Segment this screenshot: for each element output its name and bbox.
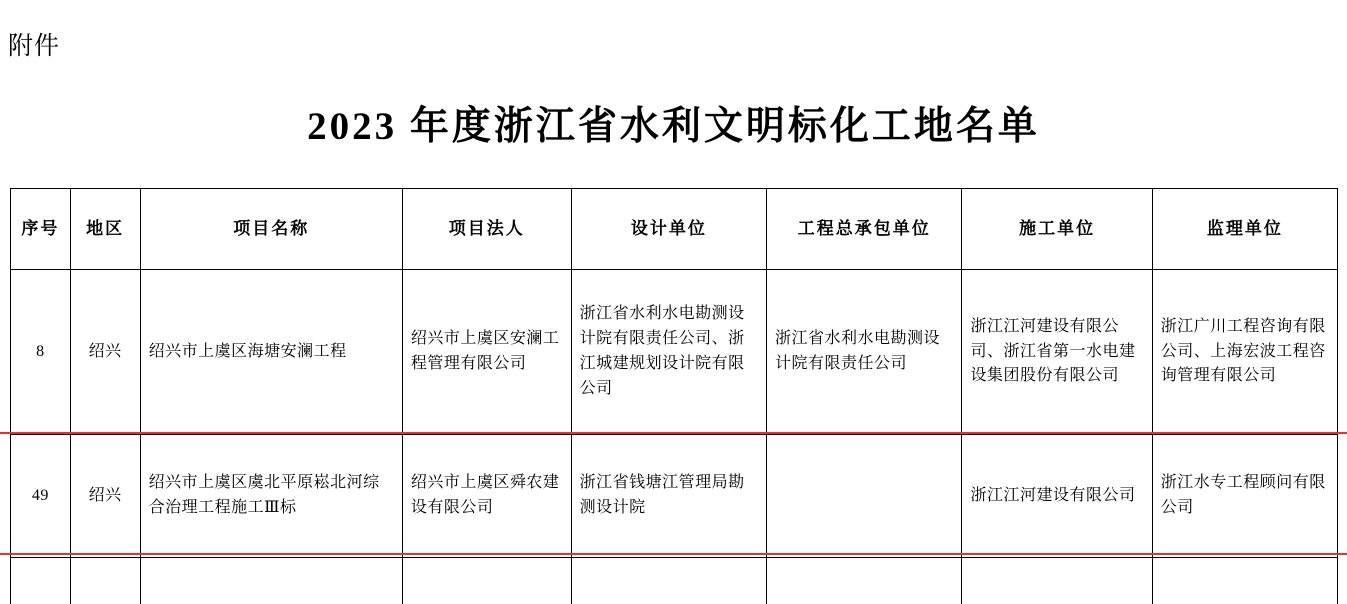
cell-empty bbox=[571, 558, 766, 604]
cell-project-name: 绍兴市上虞区海塘安澜工程 bbox=[140, 270, 402, 435]
table-row bbox=[11, 435, 1338, 558]
table-row-partial bbox=[11, 558, 1338, 604]
cell-legal-entity: 绍兴市上虞区安澜工程管理有限公司 bbox=[402, 270, 571, 435]
column-header-general-contractor: 工程总承包单位 bbox=[767, 189, 962, 270]
column-header-region: 地区 bbox=[70, 189, 140, 270]
cell-empty bbox=[140, 558, 402, 604]
column-header-index: 序号 bbox=[11, 189, 71, 270]
listing-table bbox=[10, 188, 1338, 604]
listing-table-container bbox=[10, 188, 1338, 604]
cell-index: 49 bbox=[11, 435, 71, 558]
cell-index: 8 bbox=[11, 270, 71, 435]
cell-empty bbox=[1152, 558, 1337, 604]
cell-empty bbox=[962, 558, 1152, 604]
column-header-project-name: 项目名称 bbox=[140, 189, 402, 270]
column-header-supervision-unit: 监理单位 bbox=[1152, 189, 1337, 270]
cell-empty bbox=[402, 558, 571, 604]
highlight-line-bottom bbox=[0, 553, 1347, 555]
cell-design-unit: 浙江省钱塘江管理局勘测设计院 bbox=[571, 435, 766, 558]
column-header-legal-entity: 项目法人 bbox=[402, 189, 571, 270]
column-header-construction-unit: 施工单位 bbox=[962, 189, 1152, 270]
table-row bbox=[11, 270, 1338, 435]
highlight-line-top bbox=[0, 432, 1347, 434]
cell-region: 绍兴 bbox=[70, 435, 140, 558]
cell-supervision-unit: 浙江水专工程顾问有限公司 bbox=[1152, 435, 1337, 558]
cell-construction-unit: 浙江江河建设有限公司、浙江省第一水电建设集团股份有限公司 bbox=[962, 270, 1152, 435]
cell-empty bbox=[11, 558, 71, 604]
cell-general-contractor: 浙江省水利水电勘测设计院有限责任公司 bbox=[767, 270, 962, 435]
cell-empty bbox=[70, 558, 140, 604]
cell-general-contractor bbox=[767, 435, 962, 558]
attachment-label: 附件 bbox=[8, 26, 60, 62]
column-header-design-unit: 设计单位 bbox=[571, 189, 766, 270]
cell-design-unit: 浙江省水利水电勘测设计院有限责任公司、浙江城建规划设计院有限公司 bbox=[571, 270, 766, 435]
table-header-row bbox=[11, 189, 1338, 270]
cell-project-name: 绍兴市上虞区虞北平原崧北河综合治理工程施工Ⅲ标 bbox=[140, 435, 402, 558]
page-title: 2023 年度浙江省水利文明标化工地名单 bbox=[0, 95, 1347, 151]
cell-construction-unit: 浙江江河建设有限公司 bbox=[962, 435, 1152, 558]
cell-empty bbox=[767, 558, 962, 604]
cell-region: 绍兴 bbox=[70, 270, 140, 435]
cell-supervision-unit: 浙江广川工程咨询有限公司、上海宏波工程咨询管理有限公司 bbox=[1152, 270, 1337, 435]
cell-legal-entity: 绍兴市上虞区舜农建设有限公司 bbox=[402, 435, 571, 558]
